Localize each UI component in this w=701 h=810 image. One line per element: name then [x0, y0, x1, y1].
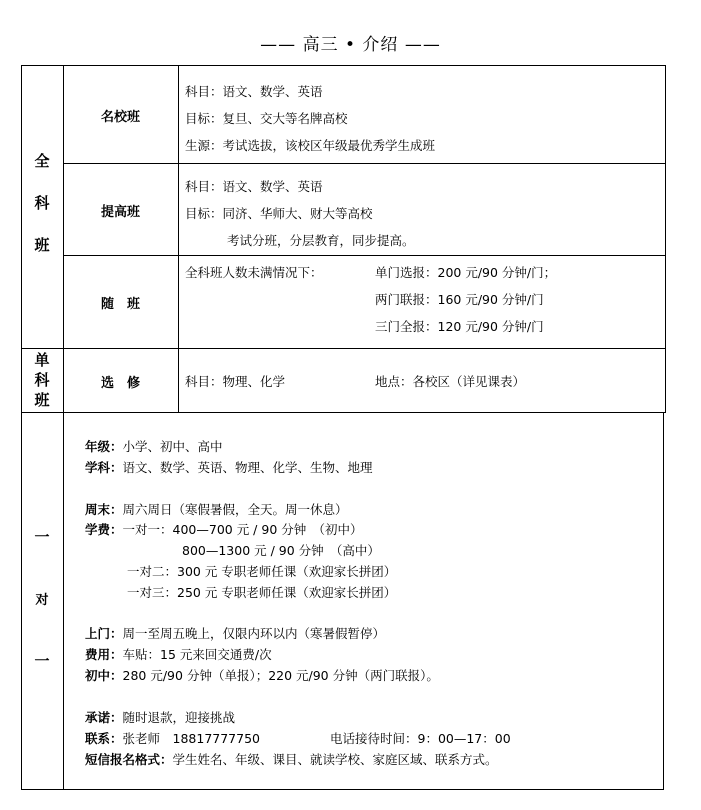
elective-subjects: 科目：物理、化学 [185, 374, 286, 389]
follow-condition: 全科班人数未满情况下： [185, 265, 323, 280]
elite-line-source: 生源：考试选拔，该校区年级最优秀学生成班 [185, 138, 436, 153]
subject-row [85, 458, 373, 476]
fee-line-3: 一对二：300 元 专职老师任课（欢迎家长拼团） [127, 564, 397, 579]
page-title: —— 高三 • 介绍 —— [260, 35, 441, 55]
category-full-class: 全 科 班 [34, 152, 50, 254]
phone-hours: 电话接待时间：9：00—17：00 [330, 731, 511, 746]
cost-row [85, 645, 272, 663]
follow-class-label: 随 班 [100, 297, 140, 312]
cost-value: 车贴：15 元来回交通费/次 [122, 647, 272, 662]
elective-location: 地点：各校区（详见课表） [375, 374, 526, 389]
follow-price-single: 单门选报：200 元/90 分钟/门； [375, 265, 557, 280]
row-divider-elite [63, 163, 666, 164]
cost-label: 费用： [85, 647, 123, 662]
grade-value: 小学、初中、高中 [122, 439, 223, 454]
junior-value: 280 元/90 分钟（单报）；220 元/90 分钟（两门联报）。 [122, 668, 439, 683]
advanced-line-subjects: 科目：语文、数学、英语 [185, 179, 323, 194]
fee-line-2: 800—1300 元 / 90 分钟 （高中） [182, 543, 380, 558]
elite-class-label: 名校班 [100, 110, 140, 125]
fee-row-1 [85, 520, 363, 538]
grade-row [85, 437, 223, 455]
contact-label: 联系： [85, 731, 123, 746]
subject-label: 学科： [85, 460, 123, 475]
weekend-value: 周六周日（寒假暑假，全天。周一休息） [122, 502, 348, 517]
junior-label: 初中： [85, 668, 123, 683]
junior-row [85, 666, 439, 684]
follow-price-double: 两门联报：160 元/90 分钟/门 [375, 292, 544, 307]
category-single-class: 单 科 班 [34, 351, 50, 409]
fee-label: 学费： [85, 522, 123, 537]
advanced-line-method: 考试分班，分层教育，同步提高。 [227, 233, 415, 248]
grade-label: 年级： [85, 439, 123, 454]
elite-line-goal: 目标：复旦、交大等名牌高校 [185, 111, 348, 126]
promise-value: 随时退款，迎接挑战 [122, 710, 236, 725]
category-one-on-one-3: 一 [34, 652, 50, 670]
subject-value: 语文、数学、英语、物理、化学、生物、地理 [122, 460, 373, 475]
category-one-on-one-1: 一 [34, 528, 50, 546]
visit-row [85, 624, 385, 642]
visit-label: 上门： [85, 626, 123, 641]
weekend-row [85, 500, 348, 518]
follow-price-triple: 三门全报：120 元/90 分钟/门 [375, 319, 544, 334]
sms-row [85, 750, 498, 768]
category-one-on-one-2: 对 [35, 593, 49, 608]
row-divider-single [21, 348, 666, 349]
contact-value: 张老师 18817777750 [122, 731, 260, 746]
contact-row [85, 729, 260, 747]
elite-line-subjects: 科目：语文、数学、英语 [185, 84, 323, 99]
visit-value: 周一至周五晚上，仅限内环以内（寒暑假暂停） [122, 626, 386, 641]
advanced-line-goal: 目标：同济、华师大、财大等高校 [185, 206, 373, 221]
row-divider-advanced [63, 255, 666, 256]
sms-value: 学生姓名、年级、课目、就读学校、家庭区域、联系方式。 [172, 752, 498, 767]
promise-label: 承诺： [85, 710, 123, 725]
lower-col-divider [63, 412, 64, 790]
weekend-label: 周末： [85, 502, 123, 517]
promise-row [85, 708, 235, 726]
upper-col-divider-2 [178, 65, 179, 413]
fee-line-1: 一对一：400—700 元 / 90 分钟 （初中） [122, 522, 363, 537]
advanced-class-label: 提高班 [100, 205, 140, 220]
sms-label: 短信报名格式： [85, 752, 173, 767]
elective-class-label: 选 修 [100, 376, 140, 391]
fee-line-4: 一对三：250 元 专职老师任课（欢迎家长拼团） [127, 585, 397, 600]
